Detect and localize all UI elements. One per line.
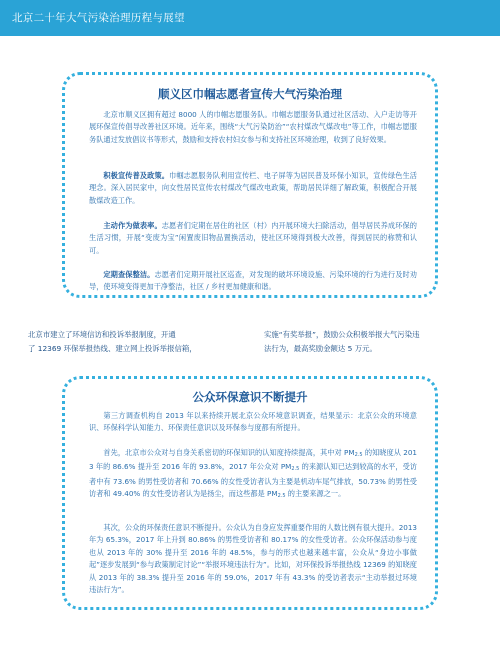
text-line: 北京市建立了环境信访和投诉举报制度，开通 [28,330,176,339]
item-text: 志愿者们定期在居住的社区（村）内开展环境大扫除活动，倡导居民养成环保的生活习惯，开展“变废为宝”闲置废旧物品置换活动，使社区环境得到极大改善，得到居民的称赞和认可。 [89,221,417,255]
box-title: 顺义区巾帼志愿者宣传大气污染治理 [158,87,342,101]
item-policy-paragraph [89,170,417,207]
text-segment: 的知晓度从 2013 年的 86.6% 提升至 2016 年的 93.8%，2017 年公众对 PM [89,448,417,472]
public-awareness-box [62,376,438,610]
survey-intro-paragraph: 第三方调查机构自 2013 年以来持续开展北京公众环境意识调查，结果显示：北京公众的环境意识、环保科学认知能力、环保责任意识以及环保参与度都有所提升。 [89,411,417,433]
item-lead: 主动作为做表率。 [103,221,162,230]
text-segment: 首先，北京市公众对与自身关系密切的环保知识的认知度持续提高，其中对 PM [103,448,355,457]
item-lead: 定期查保整洁。 [103,270,155,279]
item-example-paragraph [89,220,417,257]
reporting-text-right [264,328,474,356]
item-inspection-paragraph [89,269,417,294]
text-segment: 的来源认知已达到较高的水平，受访者中有 73.6% 的男性受访者和 70.66% 的女性受访者认为主要是机动车尾气排放，50.73% 的男性受访者和 49.40% 的女性受访者认为是扬尘，而这些都是 PM [89,462,417,499]
page-header-title: 北京二十年大气污染治理历程与展望 [12,12,185,24]
subscript: 2.5 [354,452,363,458]
knowledge-paragraph [89,447,417,503]
subscript: 2.5 [277,493,286,500]
text-segment: 的主要来源之一。 [285,489,346,499]
subscript: 2.5 [291,466,300,473]
item-lead: 积极宣传普及政策。 [103,171,170,180]
item-text: 志愿者们定期开展社区巡查，对发现的破坏环境设施、污染环境的行为进行及时劝导，使环境变得更加干净整洁，社区 / 乡村更加健康和谐。 [89,270,417,292]
box-title: 公众环保意识不断提升 [192,390,308,404]
text-line: 了 12369 环保举报热线、建立网上投诉举报信箱， [28,344,197,353]
text-line: 实施“有奖举报”，鼓励公众积极举报大气污染违 [264,330,420,339]
header-bar [0,0,500,36]
responsibility-paragraph: 其次，公众的环保责任意识不断提升。公众认为自身应发挥重要作用的人数比例有很大提升。2013 年为 65.3%，2017 年上升到 80.86% 的男性受访者和 80.17% 的女性受访者。公众环保活动参与度也从 2013 年的 30% 提升至 2016 年的 48.5%，参与的形式也越来越丰富，公众从“身边小事做起”逐步发展到“参与政策制定讨论”“举报环境违法行为”。比如，对环保投诉举报热线 12369 的知晓度从 2013 年的 38.3% 提升至 2016 年的 59.0%，2017 年有 43.3% 的受访者表示“主动举报过环境违法行为”。 [89,523,417,595]
item-text: 巾帼志愿服务队利用宣传栏、电子屏等为居民普及环保小知识，宣传绿色生活理念。深入居民家中，向女性居民宣传农村煤改气煤改电政策，帮助居民详细了解政策，积极配合开展散煤改造工作。 [89,171,417,205]
shunyi-volunteer-box [62,72,438,298]
reporting-text-left [28,328,253,356]
text-line: 法行为，最高奖励金额达 5 万元。 [264,344,377,353]
intro-paragraph: 北京市顺义区拥有超过 8000 人的巾帼志愿服务队。巾帼志愿服务队通过社区活动、入户走访等开展环保宣传倡导改善社区环境。近年来，围绕“大气污染防治”“农村煤改气煤改电”等工作，巾帼志愿服务队通过发放倡议书等形式，鼓励和支持农村妇女参与和支持社区环境治理，收到了良好效果。 [89,110,417,144]
